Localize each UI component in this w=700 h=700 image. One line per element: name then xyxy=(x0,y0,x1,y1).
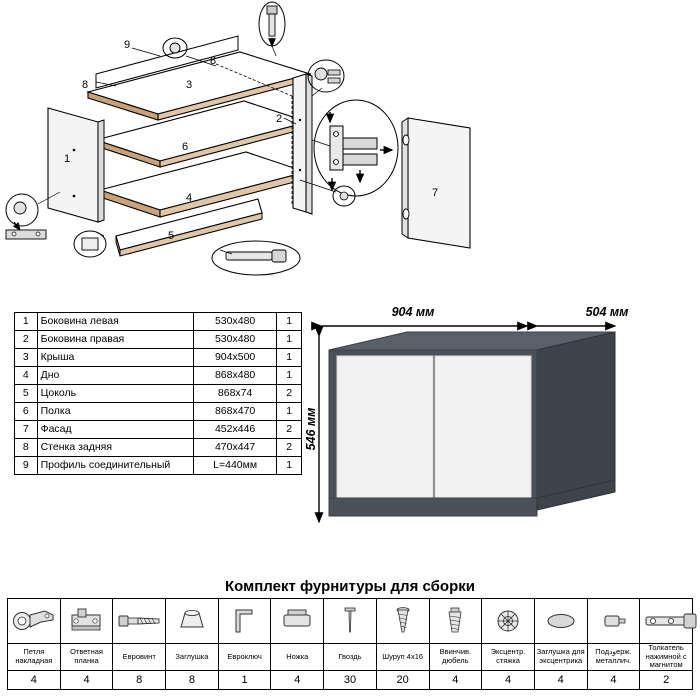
assembly-number-5: 5 xyxy=(168,230,175,242)
table-row xyxy=(15,403,302,421)
part-size: 868х74 xyxy=(193,385,277,403)
hardware-qty: 1 xyxy=(218,670,271,689)
part-name: Боковина левая xyxy=(37,313,193,331)
table-row xyxy=(15,457,302,475)
hardware-label: Заглушка xyxy=(166,644,219,671)
table-row xyxy=(15,439,302,457)
part-name: Профиль соединительный xyxy=(37,457,193,475)
hardware-qty: 4 xyxy=(8,670,61,689)
panel-top xyxy=(88,52,310,120)
hardware-label: Подودерж. металлич. xyxy=(587,644,640,671)
assembly-number-8b: 8 xyxy=(210,55,217,67)
hardware-kit-qty-row xyxy=(8,670,693,689)
part-size: 904х500 xyxy=(193,349,277,367)
cabinet-door-left xyxy=(337,356,433,498)
part-number: 2 xyxy=(15,331,38,349)
part-number: 8 xyxy=(15,439,38,457)
hardware-label: Ввинчив. дюбель xyxy=(429,644,482,671)
table-row xyxy=(15,349,302,367)
hardware-icon-cell xyxy=(376,599,429,644)
table-row xyxy=(15,367,302,385)
exploded-assembly-diagram xyxy=(0,0,700,290)
hardware-qty: 8 xyxy=(166,670,219,689)
detail-bubble-cam-lock xyxy=(308,60,344,92)
part-size: 868х480 xyxy=(193,367,277,385)
hardware-icon-cell xyxy=(166,599,219,644)
cabinet-door-right xyxy=(435,356,531,498)
part-qty: 1 xyxy=(277,457,302,475)
hardware-icon-cell xyxy=(587,599,640,644)
magnetic-push-latch-icon xyxy=(640,608,700,634)
dimension-height xyxy=(305,336,319,522)
hardware-label: Ножка xyxy=(271,644,324,671)
hardware-icon-cell xyxy=(113,599,166,644)
hardware-icon-cell xyxy=(640,599,693,644)
assembly-number-9: 9 xyxy=(124,39,131,51)
cap-cover-icon xyxy=(175,605,209,637)
panel-bottom xyxy=(100,152,306,217)
leg-icon xyxy=(277,606,317,636)
hardware-qty: 20 xyxy=(376,670,429,689)
part-number: 3 xyxy=(15,349,38,367)
dimension-width xyxy=(321,305,527,326)
hardware-kit-table xyxy=(7,598,693,690)
dimension-width-label: 904 мм xyxy=(391,305,435,319)
hardware-label: Евровинт xyxy=(113,644,166,671)
part-name: Дно xyxy=(37,367,193,385)
assembly-number-2: 2 xyxy=(276,113,283,125)
shelf-support-icon xyxy=(596,608,630,634)
hardware-kit-title: Комплект фурнитуры для сборки xyxy=(225,578,475,595)
part-name: Полка xyxy=(37,403,193,421)
euro-screw-icon xyxy=(115,606,163,636)
hardware-qty: 4 xyxy=(271,670,324,689)
hardware-label: Евроключ xyxy=(218,644,271,671)
part-number: 4 xyxy=(15,367,38,385)
part-size: L=440мм xyxy=(193,457,277,475)
part-qty: 1 xyxy=(277,367,302,385)
hinge-overlay-icon xyxy=(11,603,57,639)
panel-door xyxy=(402,118,470,248)
hardware-icon-cell xyxy=(482,599,535,644)
hardware-qty: 4 xyxy=(482,670,535,689)
part-name: Боковина правая xyxy=(37,331,193,349)
table-row xyxy=(15,421,302,439)
part-qty: 2 xyxy=(277,385,302,403)
part-qty: 1 xyxy=(277,331,302,349)
mounting-plate-icon xyxy=(66,603,108,639)
screw-icon xyxy=(393,604,413,638)
hardware-kit-labels-row xyxy=(8,644,693,671)
part-qty: 1 xyxy=(277,349,302,367)
screw-dowel-icon xyxy=(444,604,466,638)
part-qty: 2 xyxy=(277,421,302,439)
hardware-qty: 4 xyxy=(60,670,113,689)
hinge-detail-group xyxy=(314,100,398,196)
part-size: 530х480 xyxy=(193,313,277,331)
hardware-label: Эксцентр. стяжка xyxy=(482,644,535,671)
hardware-qty: 4 xyxy=(587,670,640,689)
dimension-depth-label: 504 мм xyxy=(585,305,629,319)
hardware-qty: 4 xyxy=(429,670,482,689)
part-size: 470х447 xyxy=(193,439,277,457)
part-qty: 1 xyxy=(277,313,302,331)
assembly-number-6: 6 xyxy=(182,141,189,153)
part-size: 868х470 xyxy=(193,403,277,421)
hardware-qty: 2 xyxy=(640,670,693,689)
part-name: Крыша xyxy=(37,349,193,367)
part-qty: 2 xyxy=(277,439,302,457)
detail-bubble-leg xyxy=(212,241,300,275)
part-size: 452х446 xyxy=(193,421,277,439)
hardware-icon-cell xyxy=(534,599,587,644)
part-name: Цоколь xyxy=(37,385,193,403)
assembly-number-7: 7 xyxy=(432,187,439,199)
hardware-qty: 8 xyxy=(113,670,166,689)
dimension-height-label: 546 мм xyxy=(305,407,318,451)
hardware-icon-cell xyxy=(271,599,324,644)
hardware-icon-cell xyxy=(429,599,482,644)
dimension-depth xyxy=(537,305,628,326)
part-size: 530х480 xyxy=(193,331,277,349)
hardware-label: Гвоздь xyxy=(324,644,377,671)
nail-icon xyxy=(341,604,359,638)
part-name: Стенка задняя xyxy=(37,439,193,457)
assembly-number-8a: 8 xyxy=(82,79,89,91)
part-number: 7 xyxy=(15,421,38,439)
table-row xyxy=(15,313,302,331)
hardware-label: Ответная планка xyxy=(60,644,113,671)
part-number: 9 xyxy=(15,457,38,475)
cabinet-render xyxy=(305,292,691,548)
cabinet-body xyxy=(329,332,615,516)
part-number: 5 xyxy=(15,385,38,403)
hardware-icon-cell xyxy=(8,599,61,644)
table-row xyxy=(15,331,302,349)
hardware-label: Заглушка для эксцентрика xyxy=(534,644,587,671)
hardware-icon-cell xyxy=(324,599,377,644)
hardware-label: Толкатель нажимной с магнитом xyxy=(640,644,693,671)
euro-key-icon xyxy=(230,604,260,638)
cam-lock-icon xyxy=(492,605,524,637)
cam-cap-icon xyxy=(543,608,579,634)
table-row xyxy=(15,385,302,403)
assembly-number-3: 3 xyxy=(186,79,193,91)
panel-side-left xyxy=(48,108,104,222)
hardware-label: Шуруп 4х16 xyxy=(376,644,429,671)
part-number: 1 xyxy=(15,313,38,331)
hardware-qty: 4 xyxy=(534,670,587,689)
hardware-kit-icons-row xyxy=(8,599,693,644)
detail-bubble-euroscrew-top xyxy=(259,2,285,46)
hardware-label: Петля накладная xyxy=(8,644,61,671)
panel-side-right xyxy=(293,74,312,214)
part-name: Фасад xyxy=(37,421,193,439)
part-qty: 1 xyxy=(277,403,302,421)
assembly-number-4: 4 xyxy=(186,192,193,204)
parts-table xyxy=(14,312,302,475)
part-number: 6 xyxy=(15,403,38,421)
parts-table-body xyxy=(15,313,302,475)
hardware-qty: 30 xyxy=(324,670,377,689)
assembly-number-1: 1 xyxy=(64,153,71,165)
hardware-icon-cell xyxy=(218,599,271,644)
hardware-icon-cell xyxy=(60,599,113,644)
